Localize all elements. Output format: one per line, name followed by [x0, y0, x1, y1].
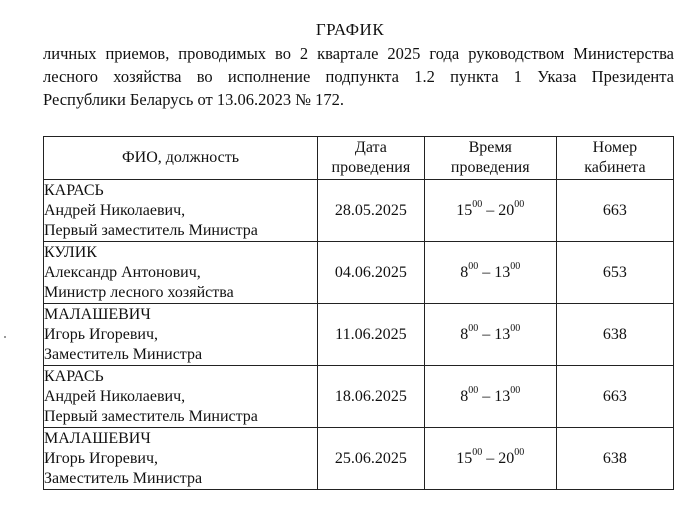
- time-end: [494, 261, 521, 281]
- date-cell: 04.06.2025: [318, 242, 425, 304]
- time-start: [456, 199, 483, 219]
- header-time: [424, 137, 556, 180]
- time-start-hour: 8: [460, 325, 469, 343]
- name-cell: [44, 366, 318, 428]
- table-row: [44, 180, 674, 242]
- intro-line: Республики Беларусь от 13.06.2023 № 172.: [43, 90, 344, 109]
- time-start-hour: 15: [456, 449, 473, 467]
- header-room: [556, 137, 673, 180]
- header-room-line: Номер: [592, 139, 638, 156]
- official-surname: КУЛИК: [44, 243, 97, 261]
- official-position: Министр лесного хозяйства: [44, 283, 234, 301]
- time-cell: [424, 366, 556, 428]
- intro-line: личных приемов, проводимых во 2 квартале 2025 года руководством Министерства: [43, 44, 674, 63]
- room-cell: 663: [556, 366, 673, 428]
- time-start-minutes: 00: [472, 447, 483, 459]
- document-intro: [43, 42, 674, 111]
- header-time-line: проведения: [450, 159, 530, 176]
- header-date-line: проведения: [331, 159, 411, 176]
- time-start-minutes: 00: [468, 385, 479, 397]
- time-start-hour: 8: [460, 263, 469, 281]
- table-row: [44, 366, 674, 428]
- time-separator: –: [486, 201, 495, 219]
- table-row: [44, 242, 674, 304]
- official-position: Заместитель Министра: [44, 469, 203, 487]
- room-cell: 638: [556, 428, 673, 490]
- time-start: [460, 385, 479, 405]
- official-given-names: Игорь Игоревич,: [44, 449, 158, 467]
- time-cell: [424, 180, 556, 242]
- time-end: [498, 199, 525, 219]
- time-end-hour: 13: [494, 387, 511, 405]
- time-start-minutes: 00: [472, 199, 483, 211]
- time-end-hour: 20: [498, 201, 515, 219]
- date-cell: 11.06.2025: [318, 304, 425, 366]
- time-cell: [424, 428, 556, 490]
- room-cell: 638: [556, 304, 673, 366]
- date-cell: 28.05.2025: [318, 180, 425, 242]
- official-surname: КАРАСЬ: [44, 181, 104, 199]
- official-position: Заместитель Министра: [44, 345, 203, 363]
- scan-speck: [4, 336, 6, 338]
- header-room-line: кабинета: [584, 159, 646, 176]
- time-separator: –: [482, 325, 491, 343]
- time-separator: –: [486, 449, 495, 467]
- time-end-minutes: 00: [514, 447, 525, 459]
- official-given-names: Андрей Николаевич,: [44, 201, 186, 219]
- official-given-names: Андрей Николаевич,: [44, 387, 186, 405]
- time-start: [456, 447, 483, 467]
- date-cell: 25.06.2025: [318, 428, 425, 490]
- time-start-hour: 8: [460, 387, 469, 405]
- header-name: ФИО, должность: [44, 137, 318, 180]
- date-cell: 18.06.2025: [318, 366, 425, 428]
- time-start-hour: 15: [456, 201, 473, 219]
- time-cell: [424, 242, 556, 304]
- official-given-names: Игорь Игоревич,: [44, 325, 158, 343]
- document-title: ГРАФИК: [315, 20, 385, 39]
- time-end: [494, 385, 521, 405]
- time-end: [498, 447, 525, 467]
- time-start: [460, 323, 479, 343]
- table-header-row: [44, 137, 674, 180]
- table-row: [44, 428, 674, 490]
- time-start: [460, 261, 479, 281]
- time-start-minutes: 00: [468, 323, 479, 335]
- official-surname: КАРАСЬ: [44, 367, 104, 385]
- schedule-table: [43, 136, 674, 490]
- header-date: [318, 137, 425, 180]
- header-time-line: Время: [468, 139, 512, 156]
- time-cell: [424, 304, 556, 366]
- official-surname: МАЛАШЕВИЧ: [44, 429, 151, 447]
- room-cell: 653: [556, 242, 673, 304]
- time-end-hour: 13: [494, 263, 511, 281]
- time-start-minutes: 00: [468, 261, 479, 273]
- time-separator: –: [482, 387, 491, 405]
- time-end-minutes: 00: [510, 385, 521, 397]
- time-end-minutes: 00: [510, 261, 521, 273]
- time-end-minutes: 00: [514, 199, 525, 211]
- time-end-minutes: 00: [510, 323, 521, 335]
- intro-line: лесного хозяйства во исполнение подпункта 1.2 пункта 1 Указа Президента: [43, 67, 674, 86]
- official-surname: МАЛАШЕВИЧ: [44, 305, 151, 323]
- time-end: [494, 323, 521, 343]
- official-given-names: Александр Антонович,: [44, 263, 201, 281]
- name-cell: [44, 180, 318, 242]
- name-cell: [44, 428, 318, 490]
- time-separator: –: [482, 263, 491, 281]
- room-cell: 663: [556, 180, 673, 242]
- time-end-hour: 13: [494, 325, 511, 343]
- name-cell: [44, 304, 318, 366]
- name-cell: [44, 242, 318, 304]
- header-date-line: Дата: [354, 139, 387, 156]
- time-end-hour: 20: [498, 449, 515, 467]
- table-row: [44, 304, 674, 366]
- official-position: Первый заместитель Министра: [44, 221, 258, 239]
- official-position: Первый заместитель Министра: [44, 407, 258, 425]
